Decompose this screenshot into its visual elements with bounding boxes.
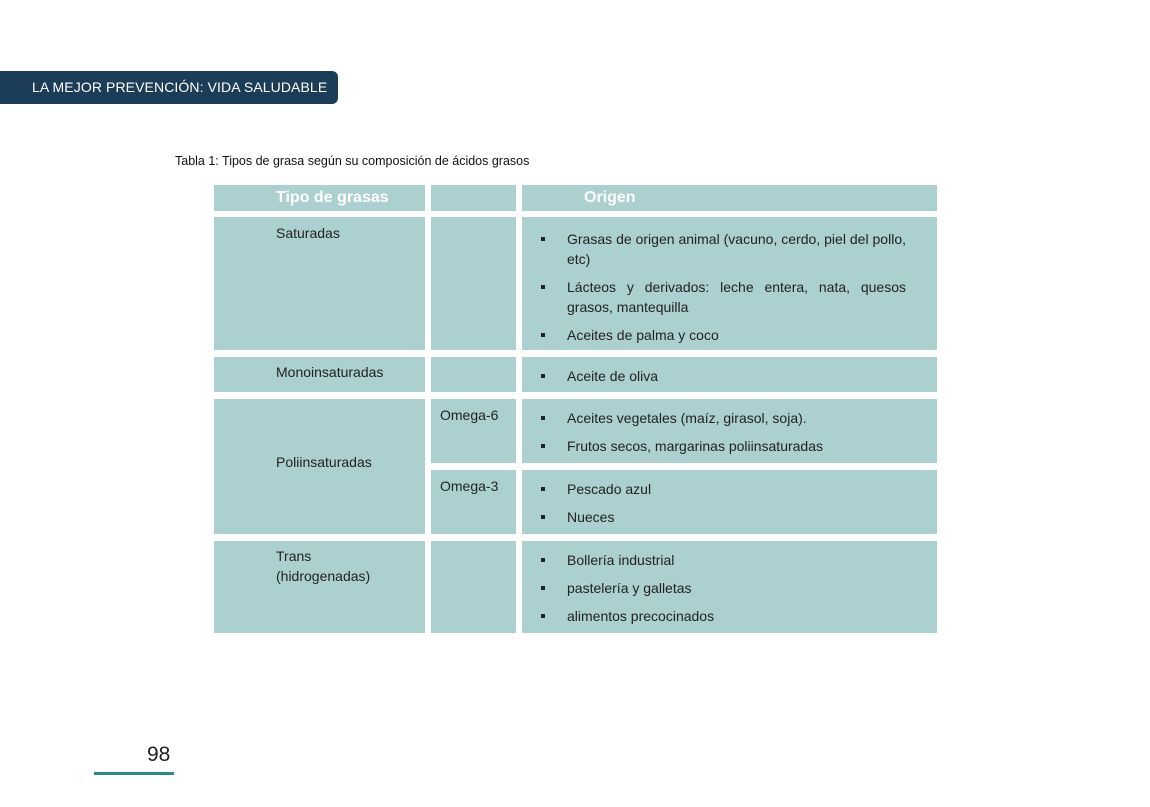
subtype-label: Omega-3 xyxy=(440,478,499,494)
list-item: Pescado azul xyxy=(541,479,906,499)
type-label-line1: Trans xyxy=(276,548,312,564)
table-row-saturadas-sub xyxy=(431,217,516,350)
section-banner: LA MEJOR PREVENCIÓN: VIDA SALUDABLE xyxy=(0,71,338,104)
table-row-trans-origin xyxy=(522,541,937,633)
header-type-label: Tipo de grasas xyxy=(276,189,389,206)
list-item: Aceites vegetales (maíz, girasol, soja). xyxy=(541,408,906,428)
list-item: Frutos secos, margarinas poliinsaturadas xyxy=(541,436,906,456)
table-row-monoinsaturadas-origin xyxy=(522,357,937,392)
origin-list xyxy=(541,366,906,394)
list-item: pastelería y galletas xyxy=(541,578,906,598)
list-item: Nueces xyxy=(541,507,906,527)
origin-list xyxy=(541,550,906,634)
page-number-underline xyxy=(94,772,174,775)
table-row-monoinsaturadas-sub xyxy=(431,357,516,392)
type-label-line2: (hidrogenadas) xyxy=(276,568,371,584)
type-label: Poliinsaturadas xyxy=(276,454,372,470)
list-item: Aceite de oliva xyxy=(541,366,906,386)
subtype-label: Omega-6 xyxy=(440,407,499,423)
table-row-trans-type xyxy=(214,541,425,633)
header-cell-sub xyxy=(431,185,516,211)
type-label: Saturadas xyxy=(276,225,340,241)
origin-list xyxy=(541,408,906,464)
table-row-monoinsaturadas-type xyxy=(214,357,425,392)
table-row-omega3-origin xyxy=(522,470,937,534)
table-row-saturadas-origin xyxy=(522,217,937,350)
page-number: 98 xyxy=(147,743,171,766)
table-row-omega3-sub xyxy=(431,470,516,534)
list-item: alimentos precocinados xyxy=(541,606,906,626)
table-caption: Tabla 1: Tipos de grasa según su composición de ácidos grasos xyxy=(175,154,530,168)
table-row-saturadas-type xyxy=(214,217,425,350)
table-row-trans-sub xyxy=(431,541,516,633)
table-row-omega6-sub xyxy=(431,399,516,463)
header-origin-label: Origen xyxy=(584,189,636,206)
table-row-omega6-origin xyxy=(522,399,937,463)
header-cell-origin xyxy=(522,185,937,211)
origin-list xyxy=(541,229,906,353)
origin-list xyxy=(541,479,906,535)
list-item: Bollería industrial xyxy=(541,550,906,570)
list-item: Lácteos y derivados: leche entera, nata, quesos grasos, mantequilla xyxy=(541,277,906,317)
type-label: Monoinsaturadas xyxy=(276,364,384,380)
header-cell-type xyxy=(214,185,425,211)
table-row-poliinsaturadas-type xyxy=(214,399,425,534)
list-item: Grasas de origen animal (vacuno, cerdo, piel del pollo, etc) xyxy=(541,229,906,269)
list-item: Aceites de palma y coco xyxy=(541,325,906,345)
